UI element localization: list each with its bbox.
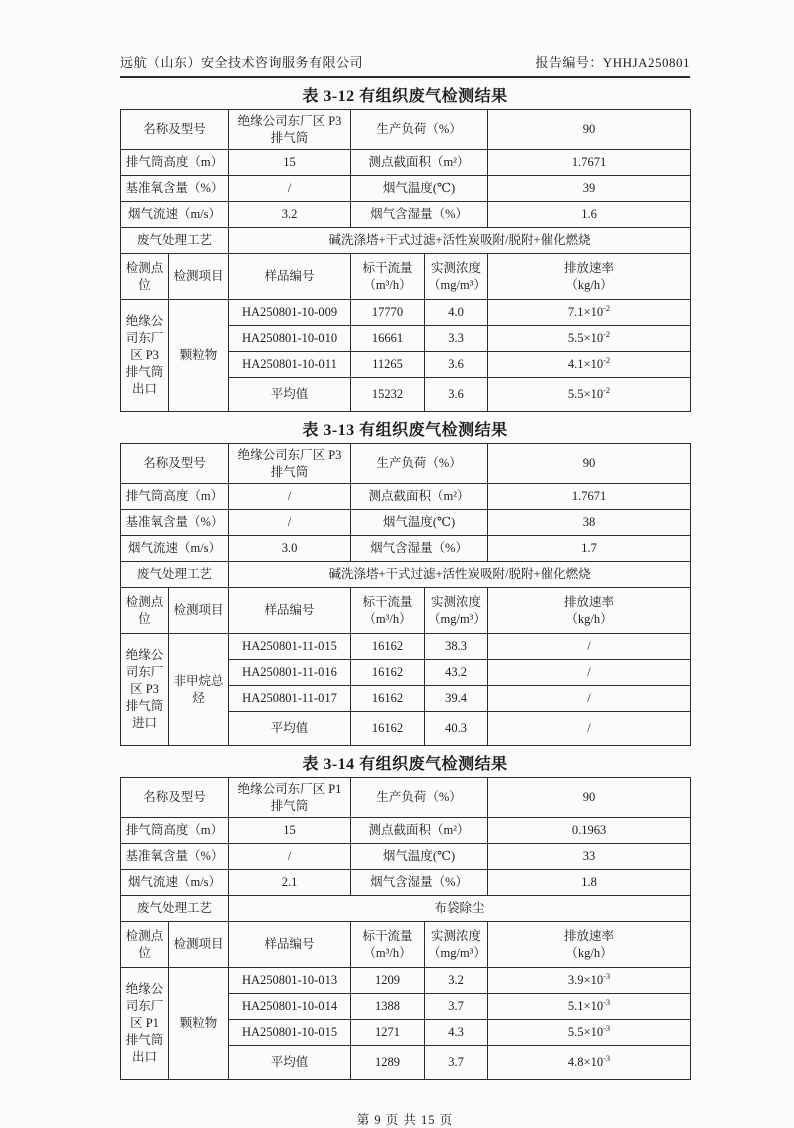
flow-cell: 1209 [351,968,425,994]
info-label-cell: 测点截面积（m²） [351,818,488,844]
company-name: 远航（山东）安全技术咨询服务有限公司 [120,55,364,70]
column-header-cell [351,922,425,968]
flow-cell: 11265 [351,352,425,378]
rate-cell [488,352,691,378]
column-header-cell: 检测项目 [169,588,229,634]
flow-cell: 16661 [351,326,425,352]
info-value-cell: 15 [229,818,351,844]
rate-cell [488,994,691,1020]
rate-exponent: -3 [603,1053,611,1064]
results-table-3-12 [120,109,691,412]
process-label-cell: 废气处理工艺 [121,228,229,254]
sample-id-cell: HA250801-10-015 [229,1020,351,1046]
concentration-cell: 4.3 [425,1020,488,1046]
rate-base: 5.5×10 [567,387,604,402]
info-value-cell: 0.1963 [488,818,691,844]
column-header-label: 实测浓度 [431,928,482,943]
column-header-unit: （kg/h） [565,277,613,292]
concentration-cell: 3.3 [425,326,488,352]
info-label-cell: 烟气含湿量（%） [351,536,488,562]
page-number: 第 9 页 共 15 页 [356,1113,454,1127]
rate-cell [488,712,691,746]
column-header-cell: 样品编号 [229,922,351,968]
column-header-cell: 检测点位 [121,922,169,968]
info-value-cell: 绝缘公司东厂区 P3 排气筒 [229,444,351,484]
location-cell: 绝缘公司东厂区 P1 排气筒出口 [121,968,169,1080]
average-label-cell: 平均值 [229,712,351,746]
column-header-cell [425,922,488,968]
info-value-cell: 90 [488,110,691,150]
info-value-cell: 38 [488,510,691,536]
flow-cell: 16162 [351,634,425,660]
item-cell: 非甲烷总烃 [169,634,229,746]
flow-cell: 15232 [351,378,425,412]
column-header-cell: 检测点位 [121,254,169,300]
process-label-cell: 废气处理工艺 [121,562,229,588]
process-value-cell: 碱洗涤塔+干式过滤+活性炭吸附/脱附+催化燃烧 [229,562,691,588]
rate-cell [488,660,691,686]
flow-cell: 16162 [351,660,425,686]
column-header-unit: （mg/m³） [428,611,486,626]
rate-cell [488,686,691,712]
column-header-cell: 检测点位 [121,588,169,634]
rate-base: 5.5×10 [567,331,604,346]
process-value-cell: 碱洗涤塔+干式过滤+活性炭吸附/脱附+催化燃烧 [229,228,691,254]
report-number: 报告编号：YHHJA250801 [535,55,690,70]
concentration-cell: 39.4 [425,686,488,712]
info-label-cell: 烟气流速（m/s） [121,536,229,562]
rate-cell [488,1020,691,1046]
column-header-unit: （m³/h） [363,945,412,960]
rate-cell [488,1046,691,1080]
column-header-cell [351,588,425,634]
rate-base: / [587,721,591,736]
info-value-cell: 90 [488,778,691,818]
info-label-cell: 名称及型号 [121,778,229,818]
info-label-cell: 排气筒高度（m） [121,150,229,176]
table-title: 表 3-14 有组织废气检测结果 [302,756,508,773]
column-header-unit: （mg/m³） [428,277,486,292]
concentration-cell: 4.0 [425,300,488,326]
rate-exponent: -3 [603,997,611,1008]
rate-exponent: -3 [603,971,611,982]
column-header-cell: 样品编号 [229,588,351,634]
rate-base: 4.1×10 [567,357,604,372]
column-header-label: 排放速率 [564,260,615,275]
column-header-cell: 检测项目 [169,922,229,968]
sample-id-cell: HA250801-10-009 [229,300,351,326]
info-label-cell: 基准氧含量（%） [121,510,229,536]
sample-id-cell: HA250801-10-013 [229,968,351,994]
info-label-cell: 测点截面积（m²） [351,484,488,510]
info-label-cell: 烟气温度(℃) [351,176,488,202]
rate-cell [488,378,691,412]
column-header-cell [425,254,488,300]
info-value-cell: / [229,844,351,870]
info-label-cell: 生产负荷（%） [351,444,488,484]
rate-base: / [587,639,591,654]
info-label-cell: 生产负荷（%） [351,110,488,150]
info-label-cell: 基准氧含量（%） [121,844,229,870]
rate-exponent: -2 [603,329,611,340]
info-value-cell: 3.0 [229,536,351,562]
rate-base: 7.1×10 [567,305,604,320]
sample-id-cell: HA250801-10-011 [229,352,351,378]
column-header-unit: （m³/h） [363,611,412,626]
info-label-cell: 烟气含湿量（%） [351,202,488,228]
info-value-cell: 1.6 [488,202,691,228]
concentration-cell: 3.6 [425,378,488,412]
info-label-cell: 排气筒高度（m） [121,818,229,844]
location-cell: 绝缘公司东厂区 P3 排气筒进口 [121,634,169,746]
table-title: 表 3-13 有组织废气检测结果 [302,422,508,439]
info-value-cell: 绝缘公司东厂区 P1 排气筒 [229,778,351,818]
process-label-cell: 废气处理工艺 [121,896,229,922]
flow-cell: 1289 [351,1046,425,1080]
item-cell: 颗粒物 [169,968,229,1080]
rate-base: 4.8×10 [567,1055,604,1070]
info-label-cell: 名称及型号 [121,110,229,150]
page-footer [120,1110,690,1128]
column-header-label: 标干流量 [362,594,413,609]
column-header-label: 标干流量 [362,260,413,275]
column-header-unit: （mg/m³） [428,945,486,960]
rate-cell [488,634,691,660]
column-header-label: 实测浓度 [431,594,482,609]
rate-exponent: -2 [603,385,611,396]
results-table-3-13 [120,443,691,746]
info-label-cell: 烟气温度(℃) [351,510,488,536]
info-value-cell: 90 [488,444,691,484]
rate-exponent: -3 [603,1023,611,1034]
flow-cell: 17770 [351,300,425,326]
info-value-cell: / [229,510,351,536]
column-header-unit: （kg/h） [565,945,613,960]
concentration-cell: 38.3 [425,634,488,660]
page-header [120,52,690,78]
sample-id-cell: HA250801-11-015 [229,634,351,660]
info-value-cell: 1.7671 [488,150,691,176]
item-cell: 颗粒物 [169,300,229,412]
sample-id-cell: HA250801-11-016 [229,660,351,686]
info-label-cell: 烟气流速（m/s） [121,870,229,896]
sample-id-cell: HA250801-10-010 [229,326,351,352]
concentration-cell: 3.6 [425,352,488,378]
concentration-cell: 43.2 [425,660,488,686]
concentration-cell: 3.7 [425,1046,488,1080]
column-header-label: 排放速率 [564,928,615,943]
info-label-cell: 烟气含湿量（%） [351,870,488,896]
flow-cell: 16162 [351,712,425,746]
info-label-cell: 排气筒高度（m） [121,484,229,510]
flow-cell: 1271 [351,1020,425,1046]
column-header-cell [488,922,691,968]
rate-base: 5.1×10 [567,999,604,1014]
info-label-cell: 测点截面积（m²） [351,150,488,176]
flow-cell: 1388 [351,994,425,1020]
rate-exponent: -2 [603,303,611,314]
info-value-cell: / [229,484,351,510]
average-label-cell: 平均值 [229,1046,351,1080]
rate-base: 5.5×10 [567,1025,604,1040]
rate-base: 3.9×10 [567,973,604,988]
flow-cell: 16162 [351,686,425,712]
column-header-cell: 检测项目 [169,254,229,300]
column-header-label: 标干流量 [362,928,413,943]
process-value-cell: 布袋除尘 [229,896,691,922]
sample-id-cell: HA250801-11-017 [229,686,351,712]
info-value-cell: 33 [488,844,691,870]
info-value-cell: 1.8 [488,870,691,896]
rate-cell [488,968,691,994]
location-cell: 绝缘公司东厂区 P3 排气筒出口 [121,300,169,412]
info-value-cell: 1.7 [488,536,691,562]
info-value-cell: 3.2 [229,202,351,228]
info-label-cell: 烟气温度(℃) [351,844,488,870]
info-label-cell: 名称及型号 [121,444,229,484]
column-header-unit: （m³/h） [363,277,412,292]
info-value-cell: / [229,176,351,202]
table-title: 表 3-12 有组织废气检测结果 [302,88,508,105]
rate-exponent: -2 [603,355,611,366]
concentration-cell: 3.2 [425,968,488,994]
sample-id-cell: HA250801-10-014 [229,994,351,1020]
rate-cell [488,300,691,326]
column-header-cell [351,254,425,300]
column-header-unit: （kg/h） [565,611,613,626]
info-value-cell: 15 [229,150,351,176]
info-label-cell: 生产负荷（%） [351,778,488,818]
info-label-cell: 基准氧含量（%） [121,176,229,202]
rate-base: / [587,665,591,680]
rate-base: / [587,691,591,706]
column-header-cell: 样品编号 [229,254,351,300]
info-label-cell: 烟气流速（m/s） [121,202,229,228]
info-value-cell: 1.7671 [488,484,691,510]
info-value-cell: 39 [488,176,691,202]
average-label-cell: 平均值 [229,378,351,412]
info-value-cell: 2.1 [229,870,351,896]
column-header-cell [488,254,691,300]
column-header-cell [425,588,488,634]
concentration-cell: 3.7 [425,994,488,1020]
concentration-cell: 40.3 [425,712,488,746]
rate-cell [488,326,691,352]
info-value-cell: 绝缘公司东厂区 P3 排气筒 [229,110,351,150]
column-header-label: 实测浓度 [431,260,482,275]
column-header-cell [488,588,691,634]
column-header-label: 排放速率 [564,594,615,609]
results-table-3-14 [120,777,691,1080]
